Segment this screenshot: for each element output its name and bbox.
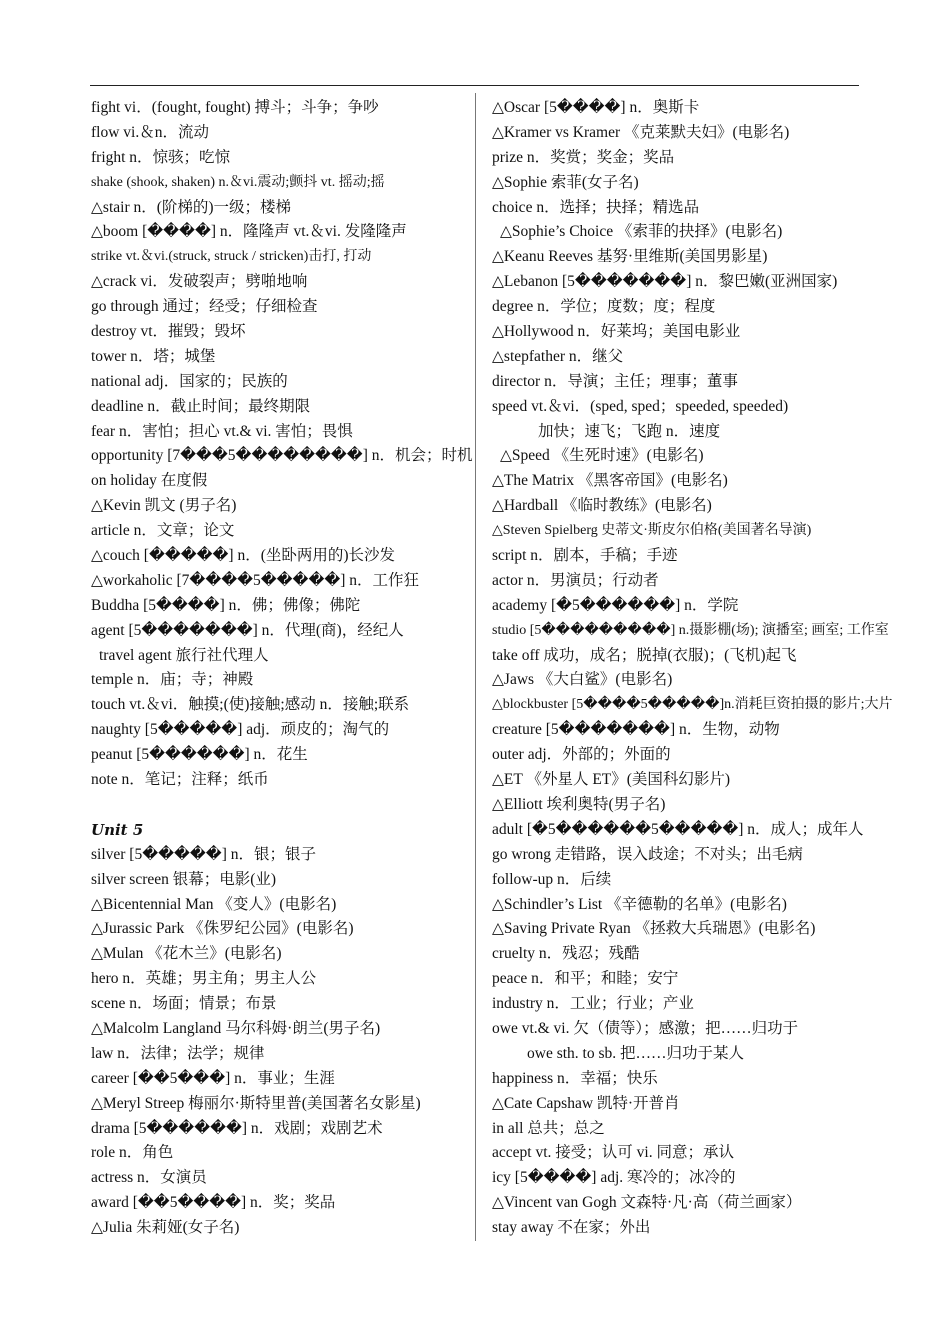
vocab-entry: △couch [�����] n．(坐卧两用的)长沙发 bbox=[91, 547, 396, 565]
vocab-entry: △Keanu Reeves 基努·里维斯(美国男影星) bbox=[492, 248, 768, 266]
vocab-entry: △Bicentennial Man 《变人》(电影名) bbox=[91, 895, 337, 913]
vocab-entry: actress n．女演员 bbox=[91, 1169, 207, 1187]
vocab-entry: △boom [����] n．隆隆声 vt.＆vi. 发隆隆声 bbox=[91, 223, 407, 241]
vocab-entry: △stepfather n．继父 bbox=[492, 347, 624, 365]
vocab-entry: note n．笔记；注释；纸币 bbox=[91, 771, 269, 789]
vocab-entry: △workaholic [7����5�����] n．工作狂 bbox=[91, 571, 420, 589]
vocab-entry: opportunity [7���5��������] n．机会；时机 bbox=[91, 447, 473, 465]
vocab-entry: △blockbuster [5����5�����]n.消耗巨资拍摄的影片;大片 bbox=[492, 697, 893, 713]
vocab-entry: △Schindler’s List 《辛德勒的名单》(电影名) bbox=[492, 895, 787, 913]
vocab-entry: stay away 不在家；外出 bbox=[492, 1219, 651, 1237]
vocab-entry bbox=[91, 793, 471, 818]
vocab-entry: scene n．场面；情景；布景 bbox=[91, 995, 277, 1013]
vocab-entry: drama [5������] n．戏剧；戏剧艺术 bbox=[91, 1119, 383, 1137]
vocab-entry: go wrong 走错路，误入歧途；不对头；出毛病 bbox=[492, 845, 803, 863]
vocab-entry: △Jaws 《大白鲨》(电影名) bbox=[492, 671, 673, 689]
vocab-entry: △The Matrix 《黑客帝国》(电影名) bbox=[492, 472, 728, 490]
vocab-entry: take off 成功，成名；脱掉(衣服)；(飞机)起飞 bbox=[492, 646, 797, 664]
vocab-entry: △Julia 朱莉娅(女子名) bbox=[91, 1219, 240, 1237]
vocab-entry: cruelty n．残忍；残酷 bbox=[492, 945, 640, 963]
vocab-entry: studio [5���������] n.摄影棚(场); 演播室; 画室; 工作室 bbox=[492, 622, 889, 638]
vocab-entry: script n．剧本，手稿；手迹 bbox=[492, 547, 678, 565]
vocab-entry: △Elliott 埃利奥特(男子名) bbox=[492, 795, 666, 813]
vocab-entry: strike vt.＆vi.(struck, struck / stricken)击打, 打动 bbox=[91, 249, 372, 265]
vocab-entry: △Kevin 凯文 (男子名) bbox=[91, 497, 237, 515]
vocab-entry: △stair n．(阶梯的)一级；楼梯 bbox=[91, 198, 292, 216]
vocab-entry: outer adj．外部的；外面的 bbox=[492, 746, 671, 764]
vocab-entry: △Cate Capshaw 凯特·开普肖 bbox=[492, 1094, 680, 1112]
right-column bbox=[492, 96, 893, 1241]
vocab-entry: on holiday 在度假 bbox=[91, 472, 208, 490]
vocab-entry: Buddha [5����] n．佛；佛像；佛陀 bbox=[91, 596, 361, 614]
vocab-entry: in all 总共；总之 bbox=[492, 1119, 605, 1137]
vocab-entry: law n．法律；法学；规律 bbox=[91, 1044, 265, 1062]
vocab-entry: agent [5�������] n．代理(商)，经纪人 bbox=[91, 621, 404, 639]
vocab-entry: hero n．英雄；男主角；男主人公 bbox=[91, 970, 317, 988]
vocab-entry: △Steven Spielberg 史蒂文·斯皮尔伯格(美国著名导演) bbox=[492, 523, 812, 539]
vocab-entry: fear n．害怕；担心 vt.& vi. 害怕；畏惧 bbox=[91, 422, 353, 440]
vocab-entry: △ET 《外星人 ET》(美国科幻影片) bbox=[492, 771, 731, 789]
vocab-entry: prize n．奖赏；奖金；奖品 bbox=[492, 148, 675, 166]
vocab-entry: △Jurassic Park 《侏罗纪公园》(电影名) bbox=[91, 920, 354, 938]
vocab-entry: career [��5���] n．事业；生涯 bbox=[91, 1069, 335, 1087]
vocab-entry: △Speed 《生死时速》(电影名) bbox=[500, 447, 704, 465]
top-rule bbox=[90, 85, 859, 86]
vocab-entry: fight vi．(fought, fought) 搏斗；斗争；争吵 bbox=[91, 99, 379, 116]
vocab-entry: 加快；速飞；飞跑 n．速度 bbox=[538, 422, 721, 440]
vocab-entry: temple n．庙；寺；神殿 bbox=[91, 671, 254, 689]
vocab-entry: △Vincent van Gogh 文森特·凡·高（荷兰画家） bbox=[492, 1194, 802, 1212]
vocab-entry: △Sophie’s Choice 《索菲的抉择》(电影名) bbox=[500, 223, 783, 241]
vocab-entry: touch vt.＆vi．触摸;(使)接触;感动 n．接触;联系 bbox=[91, 696, 410, 714]
vocab-entry: owe sth. to sb. 把……归功于某人 bbox=[527, 1044, 745, 1062]
vocab-entry: △Kramer vs Kramer 《克莱默夫妇》(电影名) bbox=[492, 123, 790, 141]
vocab-entry: degree n．学位；度数；度；程度 bbox=[492, 298, 716, 316]
vocab-entry: △Hollywood n．好莱坞；美国电影业 bbox=[492, 323, 741, 341]
vocab-entry: tower n．塔；城堡 bbox=[91, 347, 216, 365]
vocab-entry: silver screen 银幕；电影(业) bbox=[91, 870, 277, 888]
vocab-entry: △Meryl Streep 梅丽尔·斯特里普(美国著名女影星) bbox=[91, 1094, 421, 1112]
vocab-entry: △Lebanon [5�������] n．黎巴嫩(亚洲国家) bbox=[492, 273, 838, 291]
vocab-entry: △Oscar [5����] n．奥斯卡 bbox=[492, 99, 700, 116]
vocab-entry: peace n．和平；和睦；安宁 bbox=[492, 970, 679, 988]
left-column bbox=[91, 96, 471, 1241]
vocab-entry: △Malcolm Langland 马尔科姆·朗兰(男子名) bbox=[91, 1019, 381, 1037]
vocab-entry: △Mulan 《花木兰》(电影名) bbox=[91, 945, 282, 963]
vocab-entry: go through 通过；经受；仔细检查 bbox=[91, 298, 318, 316]
vocab-entry: fright n．惊骇；吃惊 bbox=[91, 148, 231, 166]
vocab-entry: accept vt. 接受；认可 vi. 同意；承认 bbox=[492, 1144, 734, 1162]
vocab-entry: happiness n．幸福；快乐 bbox=[492, 1069, 658, 1087]
vocab-entry: actor n．男演员；行动者 bbox=[492, 571, 659, 589]
vocab-entry: industry n．工业；行业；产业 bbox=[492, 995, 694, 1013]
vocab-entry: deadline n．截止时间；最终期限 bbox=[91, 397, 311, 415]
vocab-entry: follow-up n．后续 bbox=[492, 870, 612, 888]
vocab-entry: icy [5����] adj. 寒冷的；冰冷的 bbox=[492, 1169, 736, 1187]
vocab-entry: destroy vt．摧毁；毁坏 bbox=[91, 323, 246, 341]
column-divider bbox=[475, 93, 476, 1241]
vocab-entry: academy [�5������] n．学院 bbox=[492, 596, 739, 614]
vocab-entry: shake (shook, shaken) n.＆vi.震动;颤抖 vt. 摇动;摇 bbox=[91, 174, 385, 190]
unit-heading: Unit 5 bbox=[91, 820, 144, 839]
vocab-entry: naughty [5�����] adj．顽皮的；淘气的 bbox=[91, 721, 390, 739]
vocab-entry: owe vt.& vi. 欠（债等）；感激；把……归功于 bbox=[492, 1019, 799, 1037]
vocab-entry: director n．导演；主任；理事；董事 bbox=[492, 372, 738, 390]
vocab-entry: article n．文章；论文 bbox=[91, 522, 235, 540]
vocab-entry: flow vi.＆n．流动 bbox=[91, 123, 209, 141]
vocab-entry: △Hardball 《临时教练》(电影名) bbox=[492, 497, 712, 515]
vocab-entry: choice n．选择；抉择；精选品 bbox=[492, 198, 700, 216]
vocab-entry: speed vt.＆vi．(sped, sped；speeded, speeded) bbox=[492, 397, 789, 415]
vocab-entry: peanut [5������] n．花生 bbox=[91, 746, 308, 764]
vocab-entry: △Sophie 索菲(女子名) bbox=[492, 173, 639, 191]
vocab-entry: national adj．国家的；民族的 bbox=[91, 372, 288, 390]
vocab-entry: silver [5�����] n．银；银子 bbox=[91, 845, 316, 863]
vocab-entry: award [��5����] n．奖；奖品 bbox=[91, 1194, 336, 1212]
vocab-entry: adult [�5������5�����] n．成人；成年人 bbox=[492, 820, 864, 838]
vocab-entry: △crack vi．发破裂声；劈啪地响 bbox=[91, 273, 308, 291]
vocab-entry: role n．角色 bbox=[91, 1144, 174, 1162]
vocab-entry: travel agent 旅行社代理人 bbox=[99, 646, 269, 664]
vocab-entry: △Saving Private Ryan 《拯救大兵瑞恩》(电影名) bbox=[492, 920, 816, 938]
vocab-entry: creature [5�������] n．生物，动物 bbox=[492, 721, 780, 739]
